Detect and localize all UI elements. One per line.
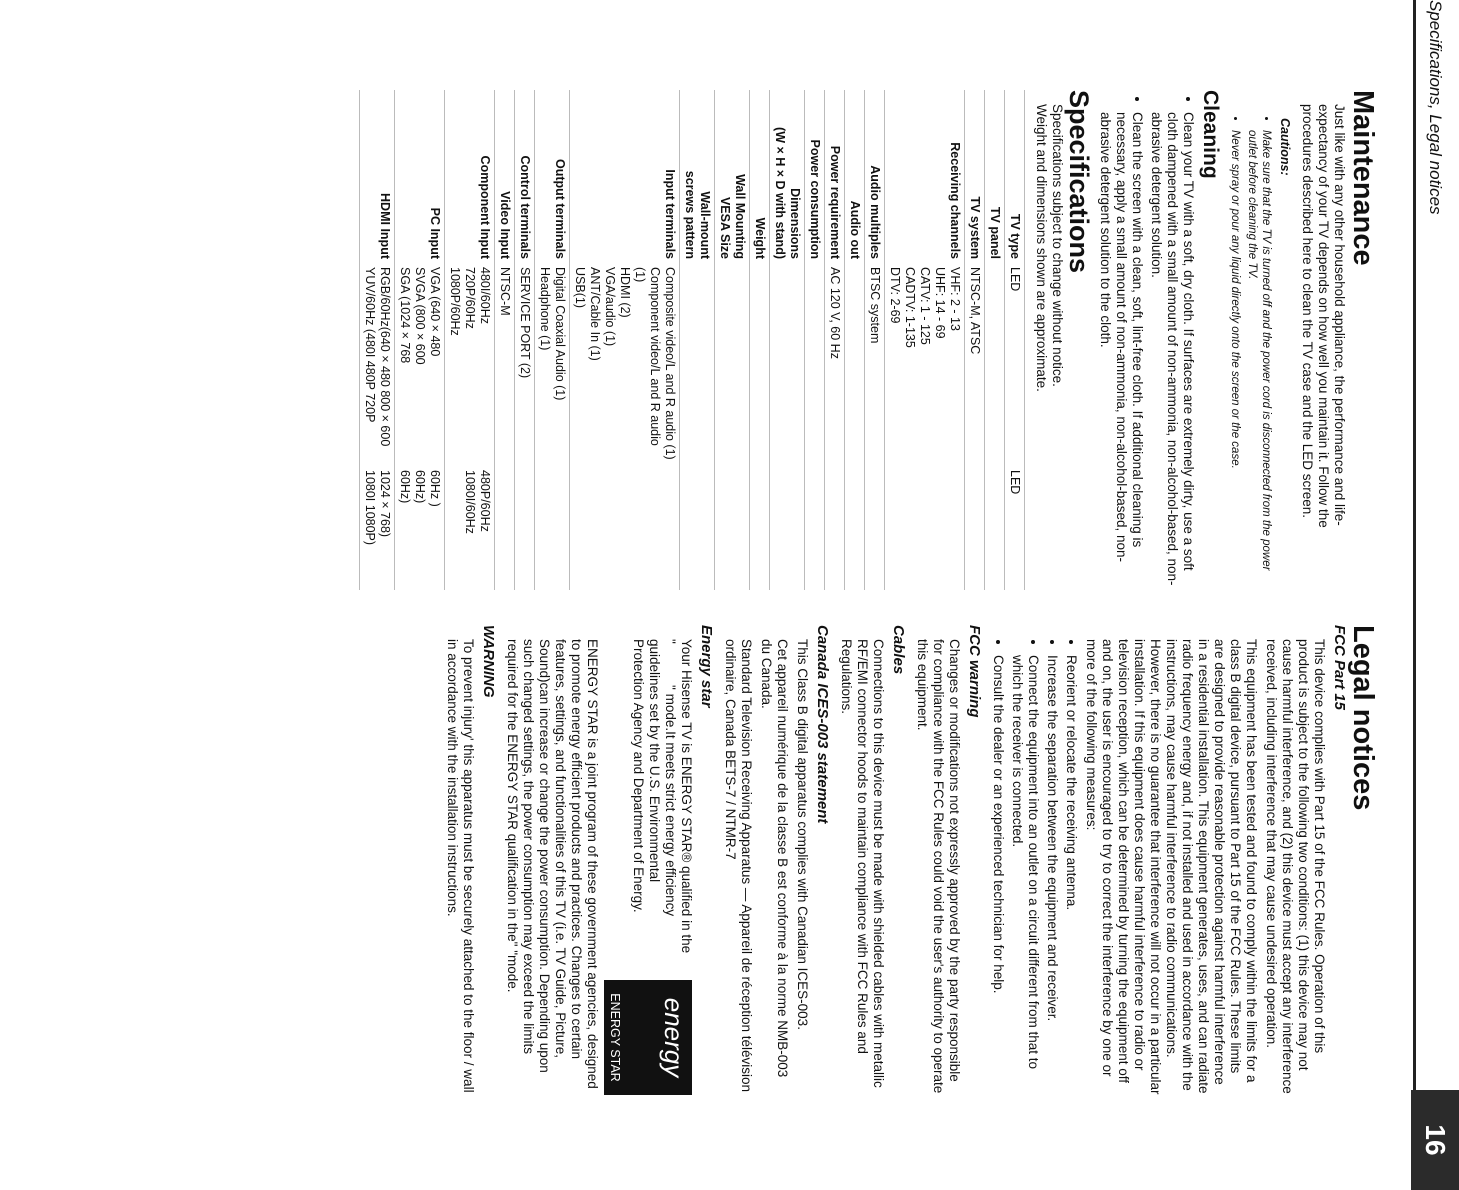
canada-text-1: This Class B digital apparatus complies with Canadian ICES-003. — [795, 639, 810, 1030]
cautions-label: Cautions: — [1278, 118, 1292, 176]
spec-value-2 — [495, 466, 515, 590]
spec-value-2 — [535, 466, 570, 590]
energy-text-1d: Protection Agency and Department of Energy. — [631, 639, 646, 913]
energy-text-2: ENERGY STAR is a joint program of these government agencies, designed to promote energy efficient products and practices. Changes to certain features, settings, and functionalities of this TV (i.e. TV Guide, Picture, Sound)can increase or change the power consumption. Depending upon such changed settings, the power consumption may exceed the limits required for the ENERGY STAR qualification in the" "mode. — [505, 639, 600, 1089]
spec-row — [715, 90, 750, 590]
spec-label: Dimensions (W × H × D with stand) — [770, 90, 805, 263]
spec-value: BTSC system — [865, 263, 885, 466]
cables-text: Connections to this device must be made with shielded cables with metallic RF/EMI connector hoods to maintain compliance with FCC Rules and Regulations. — [839, 639, 886, 1088]
header-rule — [1413, 0, 1416, 1100]
spec-value-2: 60Hz ) 60Hz) 60Hz) — [395, 466, 445, 590]
spec-value: VGA (640 × 480 SVGA (800 × 600 SGA (1024 × 768 — [395, 263, 445, 466]
energy-star-title: Energy star — [698, 625, 715, 708]
spec-value-2 — [770, 466, 805, 590]
spec-value-2 — [825, 466, 845, 590]
spec-label: TV panel — [985, 90, 1005, 263]
measure-item: • Consult the dealer or an experienced technician for help. — [990, 655, 1006, 1095]
caution-item: • Never spray or pour any liquid directly onto the screen or the case. — [1228, 130, 1242, 590]
spec-value: AC 120 V, 60 Hz — [825, 263, 845, 466]
spec-row — [985, 90, 1005, 590]
spec-value-2: LED — [1005, 466, 1025, 590]
spec-row — [825, 90, 845, 590]
spec-value: SERVICE PORT (2) — [515, 263, 535, 466]
fcc15-paragraph-1: This device complies with Part 15 of the FCC Rules. Operation of this product is subject to the following two conditions: (1) this device may not cause harmful interference, and (2) this device must accept any interference received, including interference that may cause undesired operation. — [1264, 639, 1327, 1094]
spec-row — [570, 90, 680, 590]
spec-value — [750, 263, 770, 466]
spec-value — [805, 263, 825, 466]
spec-label: Audio multiples — [865, 90, 885, 263]
energy-text-1a: Your Hisense TV is ENERGY STAR® qualified in the — [679, 639, 694, 954]
spec-row — [395, 90, 445, 590]
spec-value-2 — [715, 466, 750, 590]
spec-note-1: Specifications subject to change without notice. — [1050, 104, 1065, 387]
measure-item: • Connect the equipment into an outlet on a circuit different from that to which the receiver is connected. — [1009, 655, 1041, 1095]
spec-note-2: Weight and dimensions shown are approximate. — [1034, 104, 1049, 392]
spec-value-2 — [885, 466, 965, 590]
canada-text-2: Cet appareil numérique de la classe B est conforme à la norme NMB-003 du Canada. — [759, 639, 790, 1078]
spec-row — [750, 90, 770, 590]
warning-title: WARNING — [480, 625, 497, 698]
maintenance-intro: Just like with any other household appliance, the performance and life-expectancy of your TV depends on how well you maintain it. Follow the procedures described here to clean the TV case and the LED screen. — [1300, 104, 1347, 528]
page-number: 16 — [1411, 1090, 1459, 1190]
fcc-warning-text: Changes or modifications not expressly approved by the party responsible for compliance with the FCC Rules could void the user's authority to operate this equipment. — [915, 639, 962, 1094]
cables-title: Cables — [890, 625, 907, 675]
spec-value-2 — [965, 466, 985, 590]
spec-row — [965, 90, 985, 590]
maintenance-title: Maintenance — [1347, 90, 1379, 266]
spec-label: Weight — [750, 90, 770, 263]
spec-row — [1005, 90, 1025, 590]
canada-text-3: Standard Television Receiving Apparatus — Appareil de réception télévision ordinaire, Canada BETS-7 / NTMR-7 — [723, 639, 754, 1093]
spec-row — [680, 90, 715, 590]
spec-label: Video Input — [495, 90, 515, 263]
spec-value-2 — [865, 466, 885, 590]
energy-star-logo — [604, 980, 692, 1095]
spec-row — [445, 90, 495, 590]
spec-value: VHF: 2 - 13 UHF: 14 - 69 CATV: 1 - 125 CADTV: 1-135 DTV: 2-69 — [885, 263, 965, 466]
spec-row — [360, 90, 395, 590]
measure-item: • Increase the separation between the equipment and receiver. — [1044, 655, 1060, 1095]
spec-label: Input terminals — [570, 90, 680, 263]
spec-value-2 — [570, 466, 680, 590]
energy-text-1c: guidelines set by the U.S. Environmental — [647, 639, 662, 883]
spec-value-2 — [985, 466, 1005, 590]
spec-value-2: 1024 × 768) 1080I 1080P) — [360, 466, 395, 590]
spec-label: Control terminals — [515, 90, 535, 263]
spec-row — [885, 90, 965, 590]
page-header — [1411, 0, 1459, 1190]
fcc-warning-title: FCC warning — [966, 625, 983, 718]
header-title: Specifications, Legal notices — [1426, 0, 1445, 215]
spec-value-2: 480P/60Hz 1080I/60Hz — [445, 466, 495, 590]
spec-value — [985, 263, 1005, 466]
spec-label: Receiving channels — [885, 90, 965, 263]
spec-row — [495, 90, 515, 590]
fcc15-paragraph-2: This equipment has been tested and found to comply within the limits for a class B digital device, pursuant to Part 15 of the FCC Rules. These limits are designed to provide reasonable protection against harmful interference in a residential installation. This equipment generates, uses, and can radiate radio frequency energy and, if not installed and used in accordance with the instructions, may cause harmful interference to radio communications. However, there is no guarantee that interference will not occur in a particular installation. If this equipment does cause harmful interference to radio or television reception, which can be determined by turning the equipment off and on, the user is encouraged to try to correct the interference by one or more of the following measures: — [1084, 639, 1259, 1095]
spec-value-2 — [515, 466, 535, 590]
cleaning-list — [1097, 90, 1196, 590]
spec-label: Output terminals — [535, 90, 570, 263]
left-column — [359, 90, 1379, 590]
spec-value — [715, 263, 750, 466]
legal-title: Legal notices — [1347, 625, 1379, 811]
spec-value: NTSC-M — [495, 263, 515, 466]
specifications-title: Specifications — [1064, 90, 1094, 274]
energy-star-icon: energy — [659, 997, 689, 1078]
warning-text: To prevent injury' this apparatus must be securely attached to the floor / wall in accordance with the installation instructions. — [445, 639, 476, 1093]
spec-value: Digital Coaxial Audio (1) Headphone (1) — [535, 263, 570, 466]
spec-label: Power consumption — [805, 90, 825, 263]
spec-value — [770, 263, 805, 466]
spec-row — [770, 90, 805, 590]
spec-value: LED — [1005, 263, 1025, 466]
spec-row — [865, 90, 885, 590]
spec-value: NTSC-M, ATSC — [965, 263, 985, 466]
spec-label: TV type — [1005, 90, 1025, 263]
cleaning-item: • Clean your TV with a soft, dry cloth. If surfaces are extremely dirty, use a soft cloth dampened with a small amount of non-ammonia, non-alcohol-based, non-abrasive detergent solution. — [1148, 112, 1196, 590]
spec-row — [805, 90, 825, 590]
canada-title: Canada ICES-003 statement — [814, 625, 831, 824]
spec-value-2 — [680, 466, 715, 590]
spec-label: Power requirement — [825, 90, 845, 263]
spec-label: HDMI Input — [360, 90, 395, 263]
spec-label: Wall-mount screws pattern — [680, 90, 715, 263]
caution-item: • Make sure that the TV is turned off and the power cord is disconnected from the power outlet before cleaning the TV. — [1245, 130, 1273, 590]
spec-row — [845, 90, 865, 590]
spec-label: TV system — [965, 90, 985, 263]
right-column — [440, 625, 1379, 1095]
energy-text-1b: " " mode.It meets strict energy efficiency — [663, 639, 678, 917]
spec-label: Component Input — [445, 90, 495, 263]
spec-value-2 — [805, 466, 825, 590]
specifications-table — [359, 90, 1025, 590]
cleaning-title: Cleaning — [1199, 90, 1222, 179]
fcc15-measures — [990, 625, 1079, 1095]
spec-row — [515, 90, 535, 590]
energy-star-label: ENERGY STAR — [608, 993, 622, 1082]
spec-row — [535, 90, 570, 590]
spec-value-2 — [845, 466, 865, 590]
spec-value: RGB/60Hz(640 × 480 800 × 600 YUV/60Hz (480I 480P 720P — [360, 263, 395, 466]
measure-item: • Reorient or relocate the receiving antenna. — [1063, 655, 1079, 1095]
spec-value-2 — [750, 466, 770, 590]
fcc15-title: FCC Part 15 — [1331, 625, 1348, 711]
spec-value: 480I/60Hz 720P/60Hz 1080P/60Hz — [445, 263, 495, 466]
spec-label: PC Input — [395, 90, 445, 263]
spec-value: Composite video/L and R audio (1) Component video/L and R audio (1) HDMI (2) VGA/audio (1) ANT/Cable In (1) USB(1) — [570, 263, 680, 466]
spec-value — [845, 263, 865, 466]
spec-label: Audio out — [845, 90, 865, 263]
spec-value — [680, 263, 715, 466]
spec-label: Wall Mounting VESA Size — [715, 90, 750, 263]
cleaning-item: • Clean the screen with a clean, soft, lint-free cloth. If additional cleaning is necessary, apply a small amount of non-ammonia, non-alcohol-based, non-abrasive detergent solution to the cloth. — [1097, 112, 1145, 590]
cautions-list — [1228, 90, 1273, 590]
